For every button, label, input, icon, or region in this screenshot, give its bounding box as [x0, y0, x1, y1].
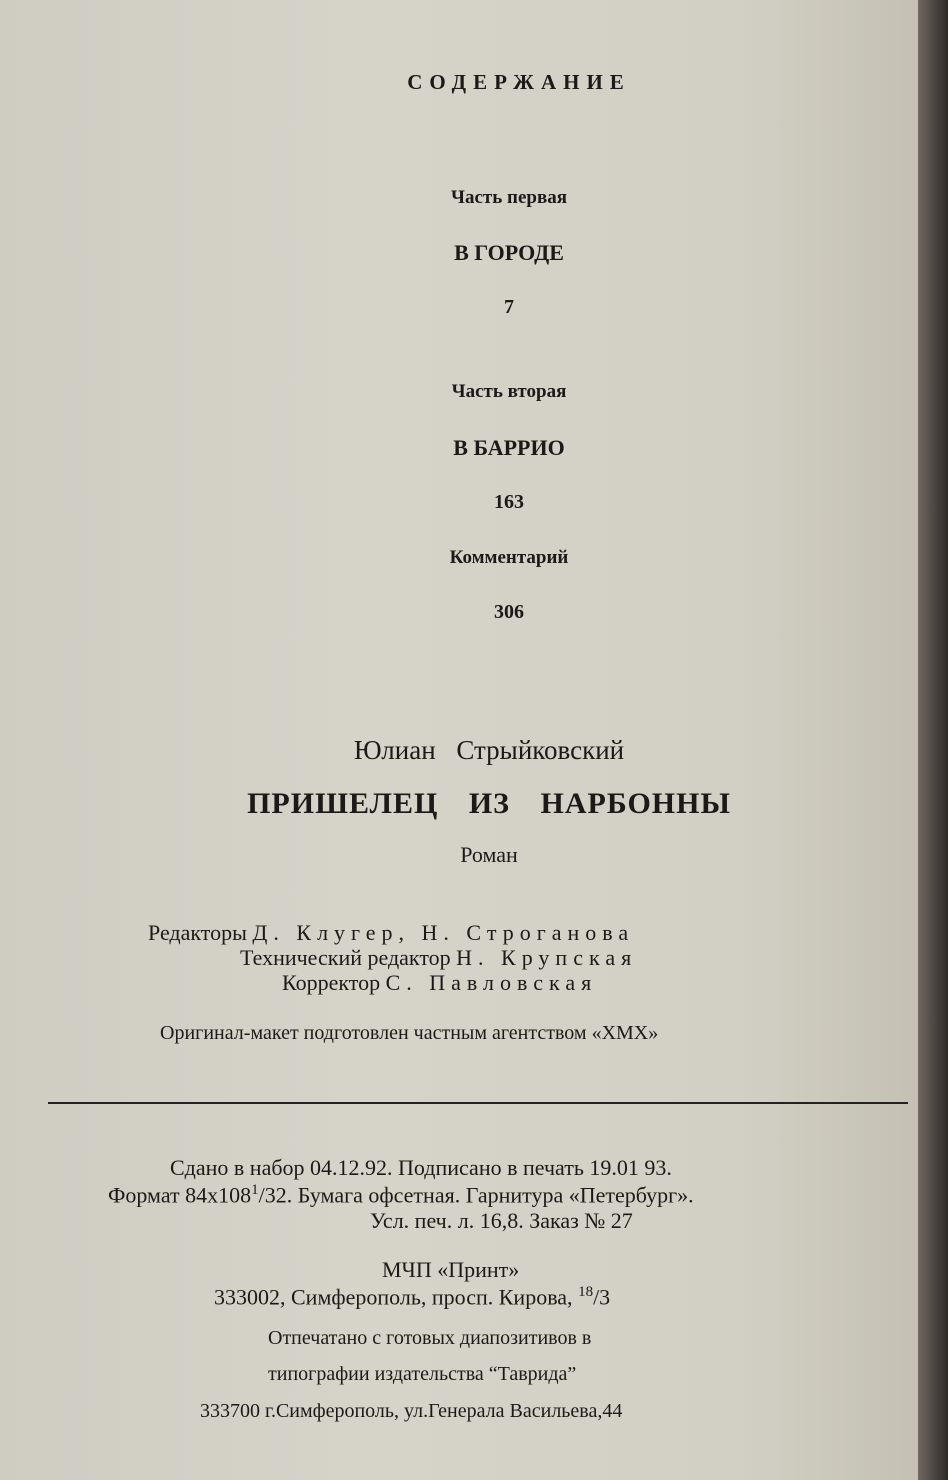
proofreader-name: С. Павловская [385, 970, 598, 995]
printed-line-3: 333700 г.Симферополь, ул.Генерала Васильева,44 [200, 1400, 623, 1422]
publisher-name: МЧП «Принт» [382, 1257, 520, 1282]
address-superscript: 18 [578, 1284, 594, 1300]
format-prefix: Формат 84х108 [108, 1182, 252, 1208]
imprint-typeset-line: Сдано в набор 04.12.92. Подписано в печать 19.01 93. [170, 1155, 672, 1180]
address-main: 333002, Симферополь, просп. Кирова, [214, 1284, 573, 1310]
tech-editor-name: Н. Крупская [456, 945, 638, 970]
tech-editor-label: Технический редактор [240, 945, 451, 970]
imprint-format-line [108, 1182, 694, 1208]
layout-note: Оригинал-макет подготовлен частным агентством «ХМХ» [160, 1022, 659, 1044]
part-2-title: В БАРРИО [453, 435, 565, 460]
book-title: ПРИШЕЛЕЦ ИЗ НАРБОННЫ [247, 787, 731, 820]
publisher-address [214, 1284, 610, 1310]
part-1-title: В ГОРОДЕ [454, 240, 564, 265]
address-tail: /3 [593, 1284, 611, 1310]
divider-line [48, 1102, 908, 1104]
book-genre: Роман [460, 842, 518, 867]
tech-editor-line [240, 945, 840, 971]
part-1-label: Часть первая [451, 187, 567, 208]
commentary-page: 306 [494, 601, 524, 623]
part-2-page: 163 [494, 491, 524, 513]
editors-names: Д. Клугер, Н. Строганова [252, 920, 635, 945]
proofreader-line [282, 970, 842, 996]
format-suffix: /32. Бумага офсетная. Гарнитура «Петербург». [258, 1182, 694, 1208]
proofreader-label: Корректор [282, 970, 381, 995]
part-1-page: 7 [504, 296, 514, 318]
contents-heading: СОДЕРЖАНИЕ [407, 70, 631, 94]
commentary-label: Комментарий [449, 547, 569, 568]
printed-line-1: Отпечатано с готовых диапозитивов в [268, 1327, 592, 1349]
imprint-sheets-line: Усл. печ. л. 16,8. Заказ № 27 [370, 1208, 633, 1233]
editors-line [148, 920, 848, 946]
book-author: Юлиан Стрыйковский [353, 735, 625, 765]
editors-label: Редакторы [148, 920, 247, 945]
printed-line-2: типографии издательства “Таврида” [268, 1363, 577, 1385]
part-2-label: Часть вторая [451, 381, 567, 402]
format-superscript: 1 [251, 1182, 259, 1198]
page-edge-shadow [918, 0, 948, 1480]
